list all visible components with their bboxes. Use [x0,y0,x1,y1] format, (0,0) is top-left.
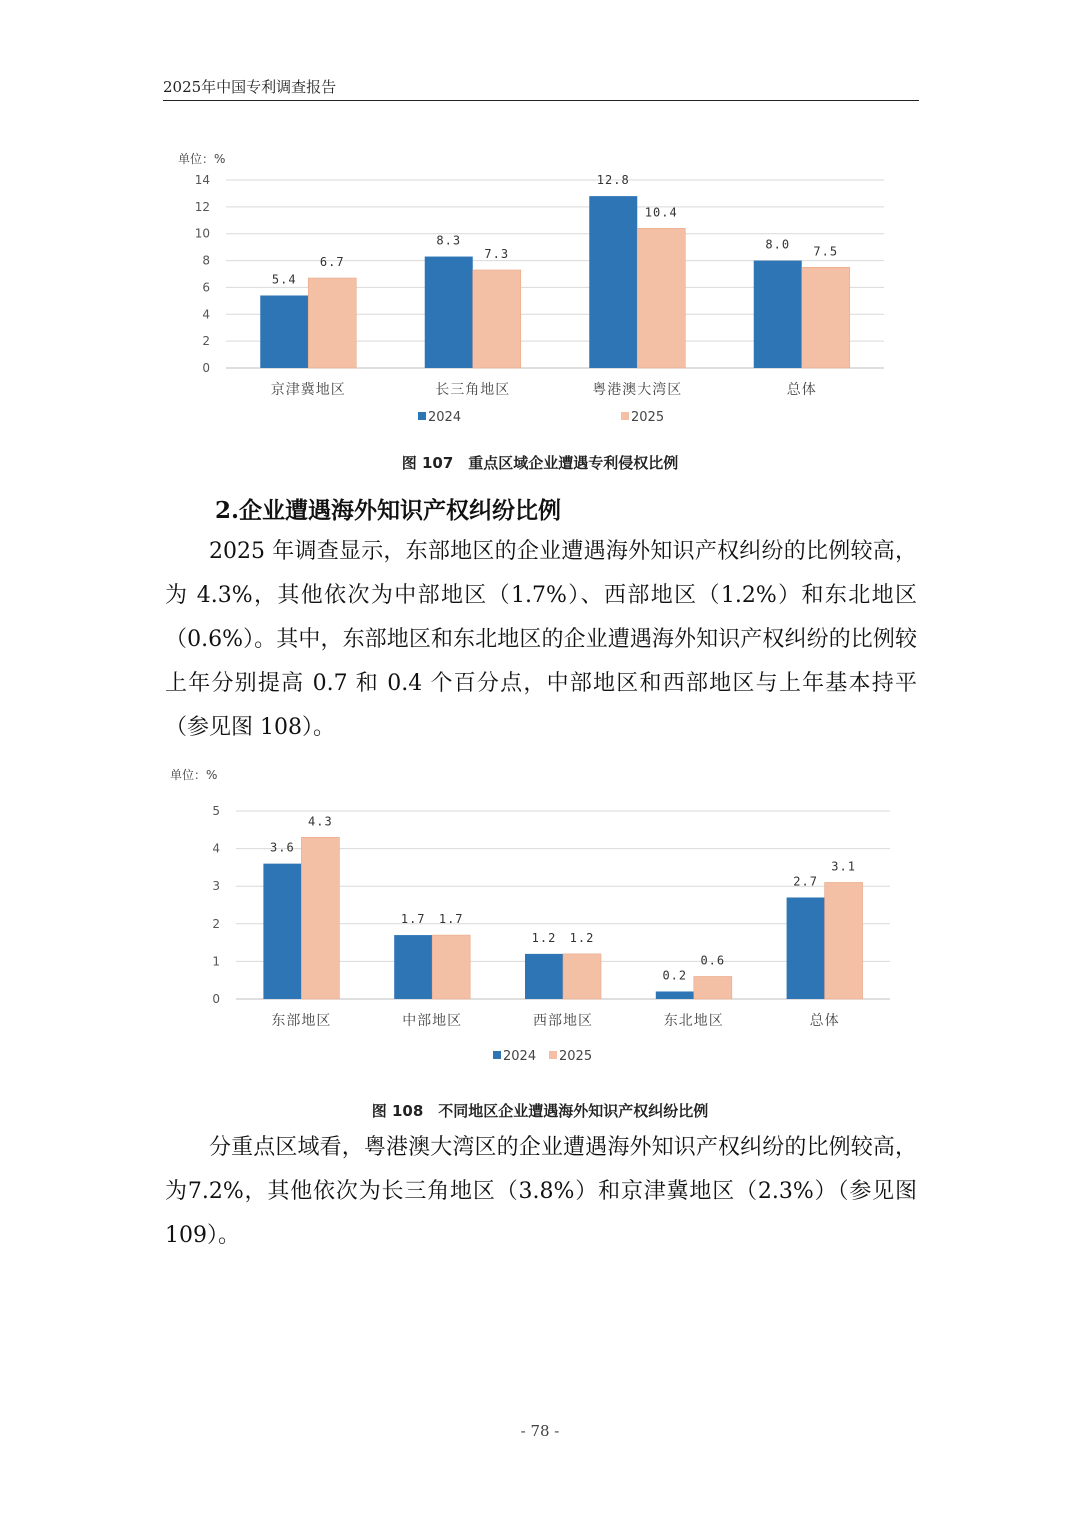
legend-swatch-2025 [621,412,629,420]
data-label: 3.1 [831,859,856,874]
bar-2025-0 [301,837,339,999]
legend-swatch-2025 [549,1051,557,1059]
y-tick-label: 5 [212,804,220,818]
y-tick-label: 2 [202,334,210,349]
y-tick-label: 10 [194,226,210,241]
y-tick-label: 12 [194,199,210,214]
chart-figure-108 [160,760,920,1070]
data-label: 0.2 [662,968,688,983]
bar-2025-1 [432,935,470,999]
y-tick-label: 0 [202,361,210,375]
data-label: 3.6 [270,840,295,855]
legend-label: 2024 [428,410,462,425]
data-label: 2.7 [793,874,818,889]
data-label: 8.3 [436,233,462,248]
bar-2024-3 [656,991,694,999]
y-tick-label: 4 [202,307,210,322]
bar-2025-0 [308,278,356,368]
data-label: 8.0 [765,237,791,252]
report-title: 2025年中国专利调查报告 [163,78,337,96]
data-label: 6.7 [319,255,345,270]
bar-2025-4 [825,882,863,999]
unit-label: 单位：% [178,152,226,166]
y-tick-label: 14 [194,173,210,187]
category-label: 粤港澳大湾区 [592,382,683,398]
legend-swatch-2024 [493,1051,501,1059]
data-label: 5.4 [271,272,297,287]
figure-107-caption: 图 107 重点区域企业遭遇专利侵权比例 [401,454,679,472]
legend-swatch-2024 [418,412,426,420]
y-tick-label: 1 [212,954,220,969]
running-header [163,76,919,101]
bar-2025-1 [473,270,521,368]
category-label: 总体 [809,1013,840,1029]
y-tick-label: 4 [212,841,220,856]
bar-2024-4 [787,897,825,999]
bar-2025-2 [563,954,601,999]
bar-2024-2 [525,954,563,999]
bar-2024-1 [425,257,473,368]
legend-label: 2025 [559,1049,593,1064]
legend-label: 2024 [503,1049,537,1064]
paragraph-2: 分重点区域看，粤港澳大湾区的企业遭遇海外知识产权纠纷的比例较高，为7.2%，其他依次为长三角地区（3.8%）和京津冀地区（2.3%）（参见图 109）。 [165,1135,917,1248]
chart-figure-107 [160,145,920,435]
page-number: - 78 - [520,1422,560,1440]
data-label: 0.6 [700,953,726,968]
y-tick-label: 2 [212,916,220,931]
bar-2024-3 [754,261,802,368]
category-label: 西部地区 [533,1013,593,1029]
category-label: 京津冀地区 [270,382,346,398]
y-tick-label: 3 [212,879,220,894]
category-label: 东北地区 [663,1013,724,1029]
data-label: 1.7 [400,912,426,927]
y-tick-label: 0 [212,992,220,1006]
data-label: 1.7 [438,912,464,927]
bar-2024-0 [260,295,308,368]
data-label: 12.8 [596,173,630,188]
paragraph-1: 2025 年调查显示，东部地区的企业遭遇海外知识产权纠纷的比例较高，为 4.3%，其他依次为中部地区（1.7%）、西部地区（1.2%）和东北地区（0.6%）。其中，东部地区和东北地区的企业遭遇海外知识产权纠纷的比例较上年分别提高 0.7 和 0.4 个百分点，中部地区和西部地区与上年基本持平（参见图 108）。 [165,539,917,740]
category-label: 长三角地区 [435,382,511,398]
bar-2024-0 [263,864,301,999]
data-label: 1.2 [531,930,557,945]
bar-2025-3 [802,267,850,368]
y-tick-label: 8 [202,253,210,268]
y-tick-label: 6 [202,280,210,295]
unit-label: 单位：% [170,768,218,782]
legend-label: 2025 [631,410,665,425]
category-label: 中部地区 [402,1013,463,1029]
section-heading: 2.企业遭遇海外知识产权纠纷比例 [215,497,562,524]
category-label: 东部地区 [271,1013,332,1029]
bar-2024-2 [589,196,637,368]
category-label: 总体 [786,382,817,398]
data-label: 1.2 [569,930,595,945]
data-label: 10.4 [644,205,678,220]
figure-108-caption: 图 108 不同地区企业遭遇海外知识产权纠纷比例 [371,1102,709,1120]
data-label: 4.3 [308,814,333,829]
bar-2025-3 [694,976,732,999]
bar-2024-1 [394,935,432,999]
data-label: 7.5 [813,244,839,259]
data-label: 7.3 [484,246,510,261]
bar-2025-2 [637,228,685,368]
